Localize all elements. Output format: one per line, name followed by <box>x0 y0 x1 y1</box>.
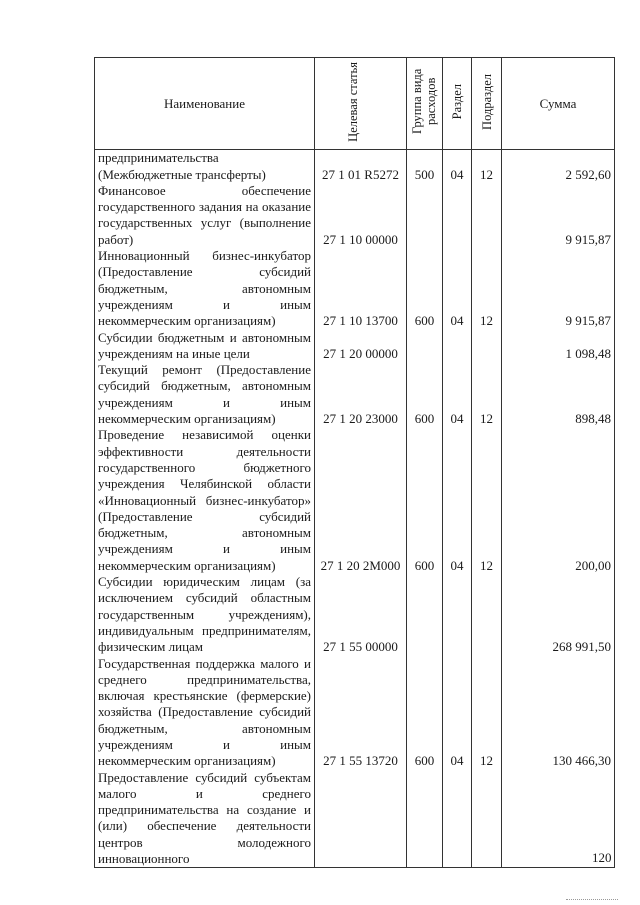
row-amount: 9 915,87 <box>502 183 615 248</box>
row-article: 27 1 10 00000 <box>315 183 407 248</box>
table-header-row <box>95 58 615 150</box>
scan-artifact-line <box>566 899 618 901</box>
header-section-label: Раздел <box>450 83 464 120</box>
row-subsection <box>472 183 502 248</box>
row-section <box>443 183 472 248</box>
row-amount: 1 098,48 <box>502 330 615 363</box>
row-section <box>443 330 472 363</box>
table-row <box>95 150 615 183</box>
row-name: Субсидии бюджетным и автономным учреждениям на иные цели <box>95 330 315 363</box>
table-row <box>95 248 615 329</box>
header-section <box>443 58 472 150</box>
row-name: Текущий ремонт (Предоставление субсидий бюджетным, автономным учреждениям и иным некоммерческим организациям) <box>95 362 315 427</box>
header-subsection <box>472 58 502 150</box>
row-group: 600 <box>407 362 443 427</box>
row-name: предпринимательства (Межбюджетные трансферты) <box>95 150 315 183</box>
row-subsection: 12 <box>472 656 502 770</box>
table-row <box>95 362 615 427</box>
row-section <box>443 770 472 868</box>
table-row <box>95 770 615 868</box>
header-expense-group <box>407 58 443 150</box>
row-article: 27 1 20 2М000 <box>315 427 407 574</box>
row-name: Предоставление субсидий субъектам малого и среднего предпринимательства на создание и (или) обеспечение деятельности центров молодежного инновационного <box>95 770 315 868</box>
row-article: 27 1 01 R5272 <box>315 150 407 183</box>
row-group <box>407 330 443 363</box>
header-target-article-label: Целевая статья <box>345 61 360 142</box>
row-amount: 130 466,30 <box>502 656 615 770</box>
budget-table <box>94 57 615 868</box>
row-group: 600 <box>407 656 443 770</box>
row-article: 27 1 55 13720 <box>315 656 407 770</box>
header-subsection-label: Подраздел <box>479 73 494 130</box>
header-expense-group-label: Группа вида расходов <box>409 68 438 135</box>
row-group: 600 <box>407 248 443 329</box>
row-amount: 2 592,60 <box>502 150 615 183</box>
row-group: 500 <box>407 150 443 183</box>
row-name: Инновационный бизнес-инкубатор (Предоставление субсидий бюджетным, автономным учреждениям и иным некоммерческим организациям) <box>95 248 315 329</box>
table-row <box>95 574 615 655</box>
row-subsection: 12 <box>472 248 502 329</box>
row-article: 27 1 20 00000 <box>315 330 407 363</box>
row-section: 04 <box>443 656 472 770</box>
header-amount: Сумма <box>502 58 615 150</box>
row-section: 04 <box>443 427 472 574</box>
header-name: Наименование <box>95 58 315 150</box>
row-subsection <box>472 574 502 655</box>
row-amount: 200,00 <box>502 427 615 574</box>
row-article: 27 1 10 13700 <box>315 248 407 329</box>
table-row <box>95 656 615 770</box>
row-group <box>407 574 443 655</box>
row-subsection <box>472 770 502 868</box>
row-section: 04 <box>443 248 472 329</box>
table-row <box>95 427 615 574</box>
table-row <box>95 330 615 363</box>
row-amount: 268 991,50 <box>502 574 615 655</box>
row-section: 04 <box>443 150 472 183</box>
page-number: 120 <box>592 850 612 865</box>
row-amount: 898,48 <box>502 362 615 427</box>
row-group: 600 <box>407 427 443 574</box>
row-article: 27 1 20 23000 <box>315 362 407 427</box>
row-article <box>315 770 407 868</box>
row-amount: 9 915,87 <box>502 248 615 329</box>
row-name: Субсидии юридическим лицам (за исключением субсидий областным государственным учреждениям), индивидуальным предпринимателям, физическим лицам <box>95 574 315 655</box>
row-name: Финансовое обеспечение государственного задания на оказание государственных услуг (выполнение работ) <box>95 183 315 248</box>
row-subsection: 12 <box>472 362 502 427</box>
row-name: Проведение независимой оценки эффективности деятельности государственного бюджетного учреждения Челябинской области «Инновационный бизнес-инкубатор» (Предоставление субсидий бюджетным, автономным учреждениям и иным некоммерческим организациям) <box>95 427 315 574</box>
row-article: 27 1 55 00000 <box>315 574 407 655</box>
row-subsection: 12 <box>472 427 502 574</box>
table-row <box>95 183 615 248</box>
row-section: 04 <box>443 362 472 427</box>
row-name: Государственная поддержка малого и среднего предпринимательства, включая крестьянские (фермерские) хозяйства (Предоставление субсидий бюджетным, автономным учреждениям и иным некоммерческим организациям) <box>95 656 315 770</box>
row-subsection: 12 <box>472 150 502 183</box>
header-target-article <box>315 58 407 150</box>
row-group <box>407 770 443 868</box>
row-subsection <box>472 330 502 363</box>
row-section <box>443 574 472 655</box>
row-group <box>407 183 443 248</box>
